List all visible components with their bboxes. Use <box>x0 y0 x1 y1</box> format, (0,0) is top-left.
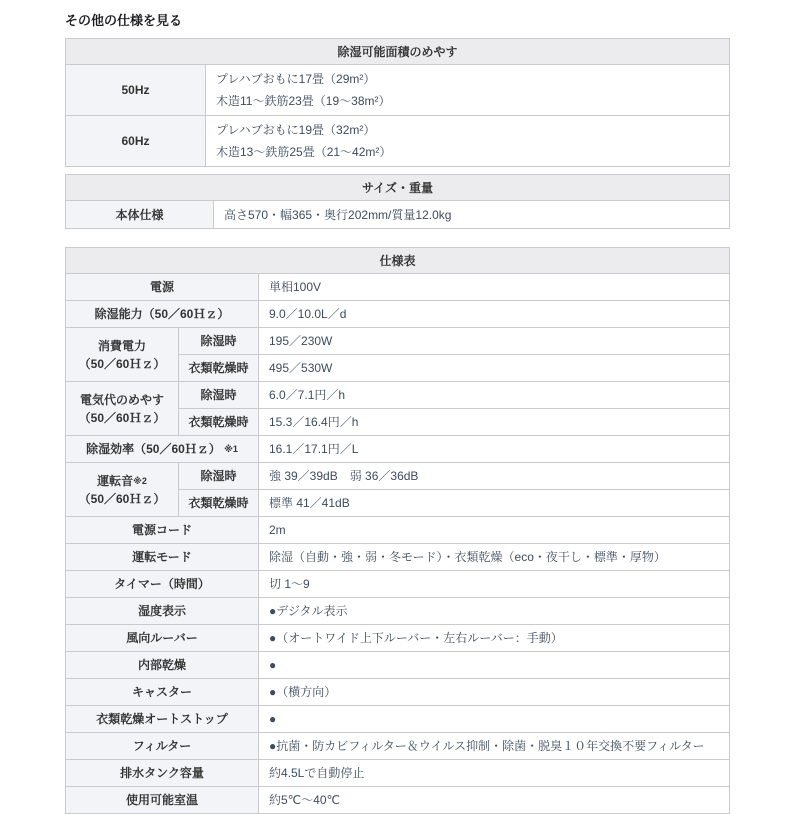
table-row <box>66 598 730 625</box>
row-value: 切 1～9 <box>259 571 730 598</box>
row-label: 本体仕様 <box>66 201 214 229</box>
row-value: ● <box>259 706 730 733</box>
row-value: ●（横方向） <box>259 679 730 706</box>
table-row <box>66 463 730 490</box>
row-label: キャスター <box>66 679 259 706</box>
row-value <box>206 65 730 116</box>
row-value: 標準 41／41dB <box>259 490 730 517</box>
table-row <box>66 328 730 355</box>
row-group-label <box>66 328 179 382</box>
size-table <box>65 174 730 229</box>
row-label: 湿度表示 <box>66 598 259 625</box>
row-sublabel: 除湿時 <box>179 382 259 409</box>
table-row <box>66 544 730 571</box>
row-value: ● <box>259 652 730 679</box>
area-value-line: プレハブおもに19畳（32m²） <box>216 123 376 137</box>
table-row <box>66 65 730 116</box>
row-label: 排水タンク容量 <box>66 760 259 787</box>
table-row <box>66 201 730 229</box>
row-value: ●抗菌・防カビフィルター＆ウイルス抑制・除菌・脱臭１０年交換不要フィルター <box>259 733 730 760</box>
area-value-line: プレハブおもに17畳（29m²） <box>216 72 376 86</box>
table-row <box>66 652 730 679</box>
row-label: 使用可能室温 <box>66 787 259 814</box>
row-sublabel: 除湿時 <box>179 328 259 355</box>
area-value-line: 木造11～鉄筋23畳（19～38m²） <box>216 94 391 108</box>
row-sublabel: 除湿時 <box>179 463 259 490</box>
row-value: ●（オートワイド上下ルーバー・左右ルーバー：手動） <box>259 625 730 652</box>
table-row <box>66 625 730 652</box>
row-label: 電源 <box>66 274 259 301</box>
row-label: 除湿能力（50／60Ｈｚ） <box>66 301 259 328</box>
group-label-line1: 運転音※2 <box>97 473 147 488</box>
table-row <box>66 571 730 598</box>
table-row <box>66 436 730 463</box>
area-value-line: 木造13～鉄筋25畳（21～42m²） <box>216 145 392 159</box>
table-row <box>66 679 730 706</box>
footnote-marker: ※1 <box>224 444 238 454</box>
row-sublabel: 衣類乾燥時 <box>179 409 259 436</box>
group-label-line1: 電気代のめやす <box>79 392 164 407</box>
group-label-line2: （50／60Ｈｚ） <box>78 410 166 425</box>
row-label: フィルター <box>66 733 259 760</box>
table-row <box>66 274 730 301</box>
table-row <box>66 760 730 787</box>
spec-table <box>65 247 730 814</box>
row-value: 2m <box>259 517 730 544</box>
row-sublabel: 衣類乾燥時 <box>179 355 259 382</box>
area-table-title: 除湿可能面積のめやす <box>66 39 730 65</box>
row-value: 除湿（自動・強・弱・冬モード）・衣類乾燥（eco・夜干し・標準・厚物） <box>259 544 730 571</box>
row-label: 内部乾燥 <box>66 652 259 679</box>
row-label: 衣類乾燥オートストップ <box>66 706 259 733</box>
page-title: その他の仕様を見る <box>65 13 183 28</box>
group-label-line2: （50／60Ｈｚ） <box>78 491 166 506</box>
table-row <box>66 733 730 760</box>
row-label: 60Hz <box>66 116 206 167</box>
row-sublabel: 衣類乾燥時 <box>179 490 259 517</box>
row-label: 50Hz <box>66 65 206 116</box>
row-value: 約4.5Lで自動停止 <box>259 760 730 787</box>
row-value: 195／230W <box>259 328 730 355</box>
row-value: 単相100V <box>259 274 730 301</box>
row-label: 電源コード <box>66 517 259 544</box>
row-value: 高さ570・幅365・奥行202mm/質量12.0kg <box>214 201 730 229</box>
row-value: 16.1／17.1円／L <box>259 436 730 463</box>
row-label: タイマー（時間） <box>66 571 259 598</box>
row-value: 495／530W <box>259 355 730 382</box>
table-row <box>66 301 730 328</box>
row-label: 風向ルーバー <box>66 625 259 652</box>
area-table <box>65 38 730 167</box>
row-value: 強 39／39dB 弱 36／36dB <box>259 463 730 490</box>
spec-table-title: 仕様表 <box>66 248 730 274</box>
row-value: 6.0／7.1円／h <box>259 382 730 409</box>
row-value <box>206 116 730 167</box>
row-label: 除湿効率（50／60Ｈｚ） ※1 <box>66 436 259 463</box>
size-table-title: サイズ・重量 <box>66 175 730 201</box>
table-row <box>66 787 730 814</box>
row-value: ●デジタル表示 <box>259 598 730 625</box>
table-row <box>66 116 730 167</box>
row-value: 15.3／16.4円／h <box>259 409 730 436</box>
table-row <box>66 706 730 733</box>
group-label-line1: 消費電力 <box>97 338 146 353</box>
table-row <box>66 517 730 544</box>
row-group-label <box>66 463 179 517</box>
row-value: 約5℃～40℃ <box>259 787 730 814</box>
row-group-label <box>66 382 179 436</box>
table-header-row <box>66 248 730 274</box>
table-row <box>66 382 730 409</box>
row-label: 運転モード <box>66 544 259 571</box>
group-label-line2: （50／60Ｈｚ） <box>78 356 166 371</box>
table-header-row <box>66 39 730 65</box>
table-header-row <box>66 175 730 201</box>
footnote-marker: ※2 <box>133 475 147 486</box>
row-value: 9.0／10.0L／d <box>259 301 730 328</box>
